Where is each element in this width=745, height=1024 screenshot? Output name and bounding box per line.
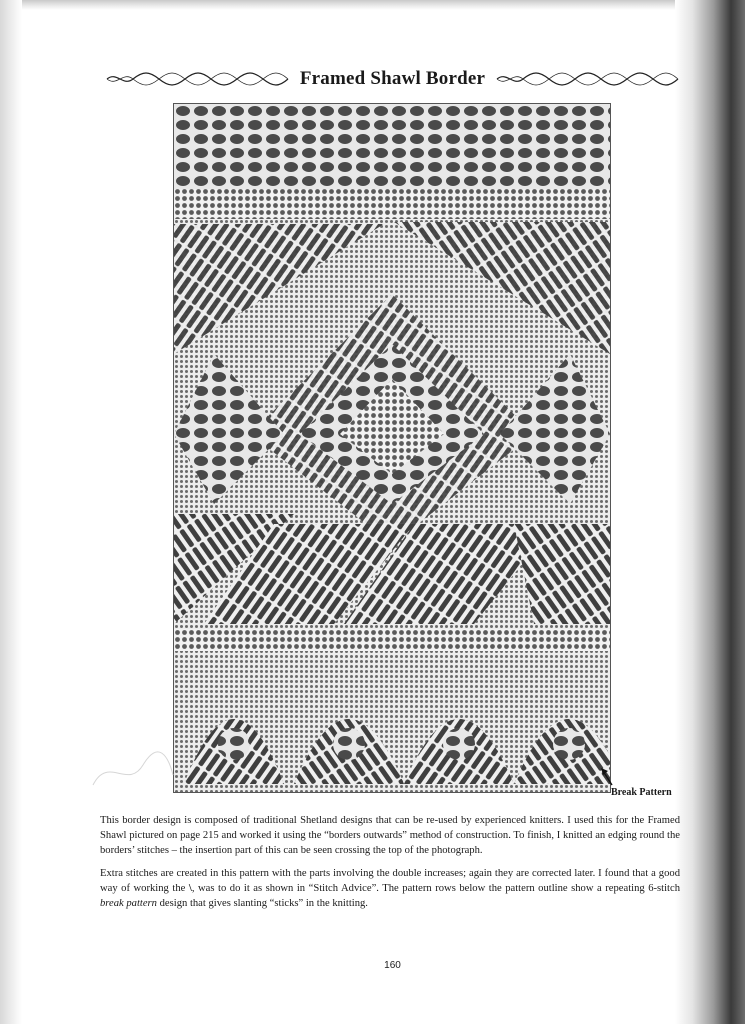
faint-pencil-squiggle xyxy=(88,745,178,795)
title-row xyxy=(95,66,690,92)
arrow-icon xyxy=(600,767,614,787)
page-top-edge xyxy=(0,0,745,10)
page-number: 160 xyxy=(384,960,401,971)
book-binding-shadow xyxy=(675,0,745,1024)
break-pattern-annotation: Break Pattern xyxy=(611,787,672,798)
paragraph-2-text-c: design that gives slanting “sticks” in the knitting. xyxy=(156,898,368,909)
body-text xyxy=(100,813,680,919)
paragraph-2 xyxy=(100,866,680,911)
page-title: Framed Shawl Border xyxy=(299,68,486,89)
paragraph-2-text-a: Extra stitches are created in this pattern with the parts involving the double increases; again they are corrected later. I found that a good way of working the xyxy=(100,868,680,894)
lace-border-photograph xyxy=(173,103,611,793)
paragraph-2-text-b: , was to do it as shown in “Stitch Advice”. The pattern rows below the pattern outline show a repeating 6-stitch xyxy=(191,883,680,894)
paragraph-1: This border design is composed of traditional Shetland designs that can be re-used by experienced knitters. I used this for the Framed Shawl pictured on page 215 and worked it using the “borders outwards” method of construction. To finish, I knitted an edging round the borders’ stitches – the insertion part of this can be seen crossing the top of the photograph. xyxy=(100,815,680,856)
wavy-ornament-right-icon xyxy=(495,69,680,89)
lace-pattern-illustration xyxy=(174,104,610,792)
page-left-shadow xyxy=(0,0,22,1024)
paragraph-2-italic: break pattern xyxy=(100,898,157,909)
decrease-symbol: \ xyxy=(188,883,192,894)
wavy-ornament-left-icon xyxy=(105,69,290,89)
